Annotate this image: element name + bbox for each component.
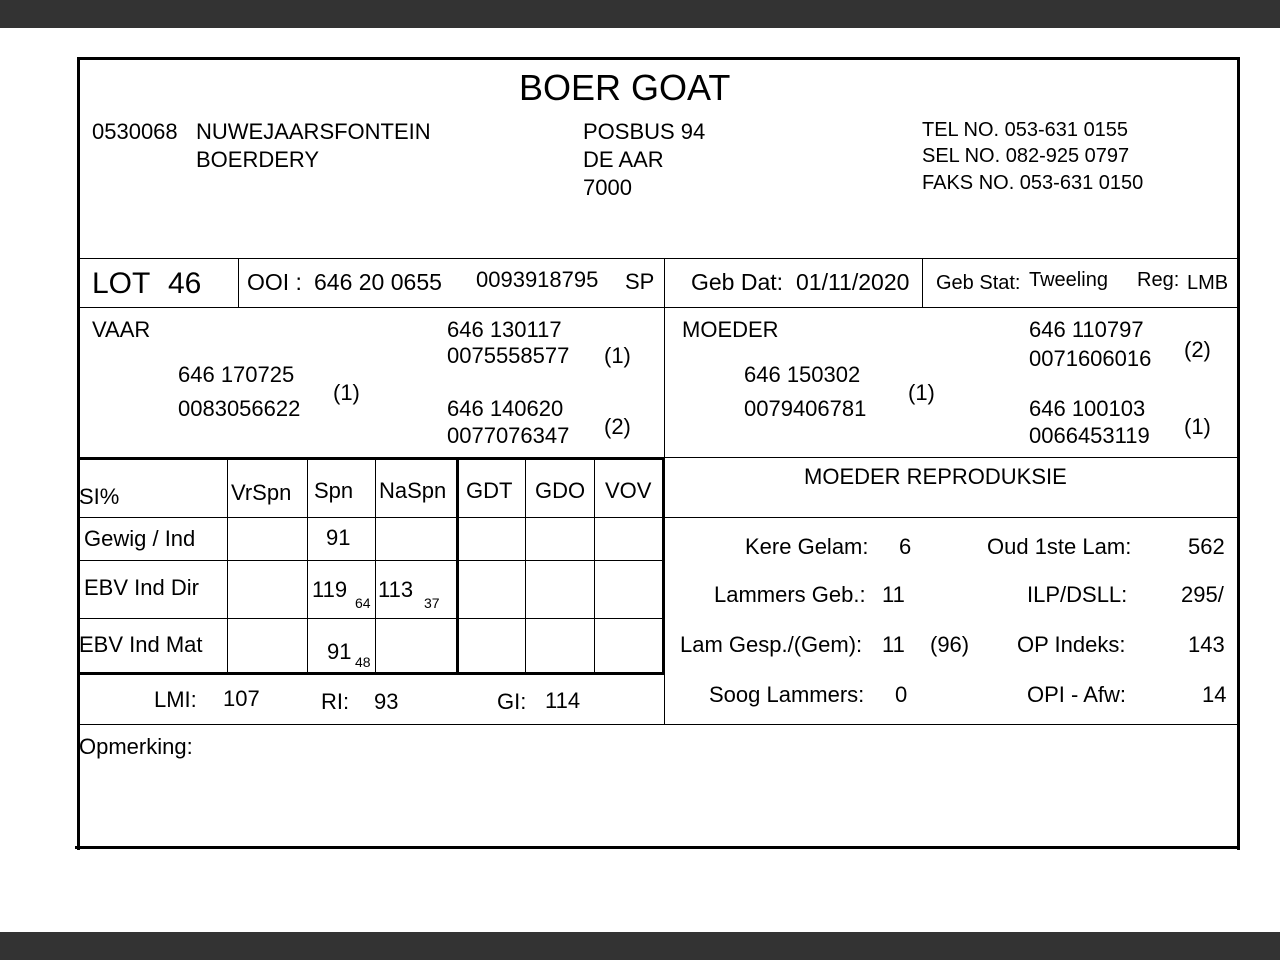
ri-value: 93 [374,689,399,714]
moeder-dam-id: 0066453119 [1029,423,1150,448]
address-line2: DE AAR [583,147,664,172]
row-ebv-mat-spn: 91 [327,639,352,664]
moeder-dam-count: (1) [1184,414,1211,439]
row-ebv-dir-naspn: 113 [378,577,414,602]
row-gewig-label: Gewig / Ind [84,526,196,551]
moeder-number: 646 150302 [744,362,861,387]
row-ebv-mat-spn-sub: 48 [355,654,371,670]
remarks-label: Opmerking: [79,734,193,759]
header-vov: VOV [605,478,652,503]
moeder-sire-number: 646 110797 [1029,317,1144,342]
rule-lot [80,307,1237,308]
vrule-col-vrspn [307,457,308,674]
reg-value: LMB [1187,272,1229,294]
card-border-bottom [75,846,1240,849]
vrule-col-si [227,457,228,674]
breeder-name-line2: BOERDERY [196,147,320,172]
contact-tel: TEL NO. 053-631 0155 [922,119,1129,141]
kere-gelam-value: 6 [899,534,912,559]
vrule-col-gdo [594,457,595,674]
vaar-sire-number: 646 130117 [447,317,562,342]
ilp-dsll-label: ILP/DSLL: [1027,582,1128,607]
vaar-dam-id: 0077076347 [447,423,570,448]
vaar-count: (1) [333,380,360,405]
card-border-left [77,57,80,850]
row-ebv-dir-spn-sub: 64 [355,595,371,611]
moeder-sire-id: 0071606016 [1029,346,1152,371]
ri-label: RI: [321,689,350,714]
vrule-col-gdt [525,457,526,674]
vaar-id: 0083056622 [178,396,301,421]
lammers-geb-label: Lammers Geb.: [714,582,866,607]
row-ebv-dir-naspn-sub: 37 [424,595,440,611]
reg-label: Reg: [1137,269,1180,291]
rule-header [80,258,1237,259]
gi-label: GI: [497,689,527,714]
header-naspn: NaSpn [379,478,447,503]
vrule-table-right-thick [662,457,665,674]
rule-table-row2 [80,618,665,619]
rule-table-thick-bottom [80,672,665,675]
op-indeks-label: OP Indeks: [1017,632,1126,657]
header-vrspn: VrSpn [231,480,292,505]
contact-faks: FAKS NO. 053-631 0150 [922,172,1144,194]
ooi-number: 646 20 0655 [314,269,442,295]
header-si: SI% [79,484,120,509]
card-border-right [1237,57,1240,850]
vaar-number: 646 170725 [178,362,295,387]
oud-1ste-lam-label: Oud 1ste Lam: [987,534,1132,559]
vrule-gebstat [922,258,923,307]
top-bar [0,0,1280,28]
card-border-top [78,57,1240,60]
geb-dat-value: 01/11/2020 [796,269,910,295]
gi-value: 114 [545,688,581,713]
ooi-label: OOI : [247,269,302,295]
vrule-col-spn [375,457,376,674]
opi-afw-value: 14 [1202,682,1227,707]
lam-gesp-label: Lam Gesp./(Gem): [680,632,863,657]
row-ebv-mat-label: EBV Ind Mat [79,632,203,657]
card-title: BOER GOAT [519,67,731,108]
geb-stat-label: Geb Stat: [936,272,1021,294]
animal-id-suffix: SP [625,269,655,294]
soog-lammers-label: Soog Lammers: [709,682,865,707]
header-spn: Spn [314,478,354,503]
rule-table-row1 [80,560,665,561]
breeder-name-line1: NUWEJAARSFONTEIN [196,119,431,144]
opi-afw-label: OPI - Afw: [1027,682,1127,707]
row-ebv-dir-label: EBV Ind Dir [84,575,199,600]
lammers-geb-value: 11 [882,582,905,607]
bottom-bar [0,932,1280,960]
vaar-sire-count: (1) [604,343,631,368]
moeder-sire-count: (2) [1184,337,1211,362]
lmi-label: LMI: [154,687,197,712]
vaar-dam-number: 646 140620 [447,396,564,421]
contact-sel: SEL NO. 082-925 0797 [922,145,1130,167]
geb-dat-label: Geb Dat: [691,269,784,295]
rule-table-header [80,517,665,518]
op-indeks-value: 143 [1188,632,1225,657]
rule-table-thick-top [80,457,665,460]
breeder-code: 0530068 [92,119,178,144]
soog-lammers-value: 0 [895,682,908,707]
row-gewig-spn: 91 [326,525,351,550]
vrule-col-naspn-thick [456,457,459,674]
geb-stat-value: Tweeling [1029,269,1108,291]
vrule-lot [238,258,239,307]
oud-1ste-lam-value: 562 [1188,534,1225,559]
repro-title: MOEDER REPRODUKSIE [804,464,1067,489]
lam-gesp-gem: (96) [930,632,970,657]
moeder-count: (1) [908,380,935,405]
rule-repro-header [665,517,1237,518]
moeder-dam-number: 646 100103 [1029,396,1146,421]
header-gdt: GDT [466,478,513,503]
rule-index [80,724,1237,725]
ilp-dsll-value: 295/ [1181,582,1224,607]
lot-label: LOT [92,267,151,300]
kere-gelam-label: Kere Gelam: [745,534,869,559]
vaar-label: VAAR [92,317,151,342]
address-line3: 7000 [583,175,632,200]
vaar-sire-id: 0075558577 [447,343,570,368]
moeder-label: MOEDER [682,317,779,342]
address-line1: POSBUS 94 [583,119,706,144]
animal-id: 0093918795 [476,267,599,292]
moeder-id: 0079406781 [744,396,867,421]
header-gdo: GDO [535,478,586,503]
vaar-dam-count: (2) [604,414,631,439]
lot-number: 46 [168,267,202,300]
lmi-value: 107 [223,686,260,711]
lam-gesp-value: 11 [882,632,905,657]
row-ebv-dir-spn: 119 [312,577,348,602]
